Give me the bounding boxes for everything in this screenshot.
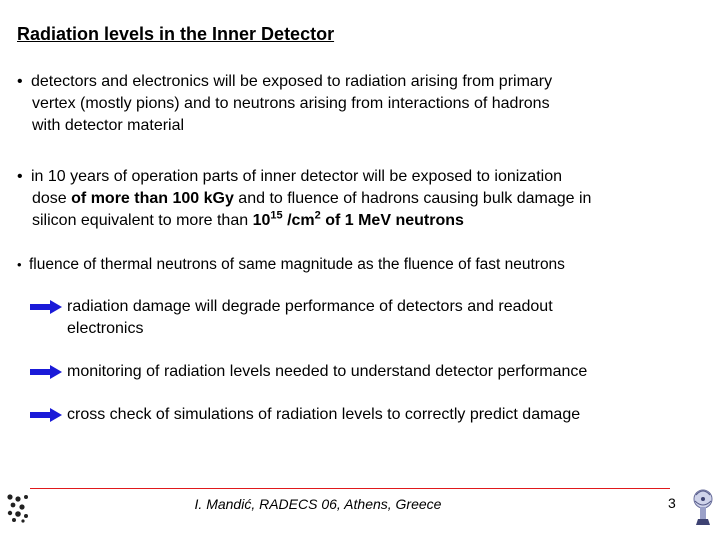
bullet-text-line: detectors and electronics will be exposed to radiation arising from primary xyxy=(31,73,553,90)
fluence-exponent: 15 xyxy=(270,209,283,222)
fluence-tail: of 1 MeV neutrons xyxy=(320,212,464,229)
slide-title: Radiation levels in the Inner Detector xyxy=(17,24,335,44)
consequence-item xyxy=(30,404,690,426)
consequence-item xyxy=(30,361,690,383)
bullet-text-line xyxy=(17,188,697,210)
consequence-line: electronics xyxy=(67,320,144,337)
text-segment: silicon equivalent to more than xyxy=(32,212,253,229)
dose-value: of more than 100 kGy xyxy=(71,190,234,207)
consequence-text: monitoring of radiation levels needed to understand detector performance xyxy=(67,363,588,380)
page-number: 3 xyxy=(668,495,676,511)
fluence-value xyxy=(252,209,464,229)
arrow-right-icon xyxy=(30,365,62,379)
bullet-text-line: in 10 years of operation parts of inner detector will be exposed to ionization xyxy=(31,168,562,185)
bullet-text-line xyxy=(17,210,697,232)
footer-divider xyxy=(30,488,670,489)
consequence-item xyxy=(30,296,690,340)
bullet-thermal-neutrons xyxy=(17,254,697,276)
bullet-glyph: • xyxy=(17,168,23,185)
arrow-right-icon xyxy=(30,300,62,314)
text-segment: dose xyxy=(32,190,72,207)
bullet-text-line: vertex (mostly pions) and to neutrons arising from interactions of hadrons xyxy=(32,95,550,112)
text-segment: and to fluence of hadrons causing bulk damage in xyxy=(233,190,592,207)
bullet-text-line: fluence of thermal neutrons of same magnitude as the fluence of fast neutrons xyxy=(29,256,565,273)
bullet-dose-fluence xyxy=(17,166,697,232)
consequence-text: cross check of simulations of radiation levels to correctly predict damage xyxy=(67,406,581,423)
consequence-text xyxy=(67,296,690,340)
fluence-unit: /cm xyxy=(282,212,315,229)
bullet-text-line: with detector material xyxy=(32,117,185,134)
consequence-line: radiation damage will degrade performance of detectors and readout xyxy=(67,298,553,315)
bullet-exposure-sources xyxy=(17,71,697,137)
footer-citation: I. Mandić, RADECS 06, Athens, Greece xyxy=(194,496,442,512)
bullet-glyph: • xyxy=(17,257,22,272)
arrow-right-icon xyxy=(30,408,62,422)
bullet-glyph: • xyxy=(17,73,23,90)
fluence-base: 10 xyxy=(252,212,271,229)
fluence-unit-exponent: 2 xyxy=(314,209,321,222)
atlas-mascot-icon xyxy=(690,485,720,529)
